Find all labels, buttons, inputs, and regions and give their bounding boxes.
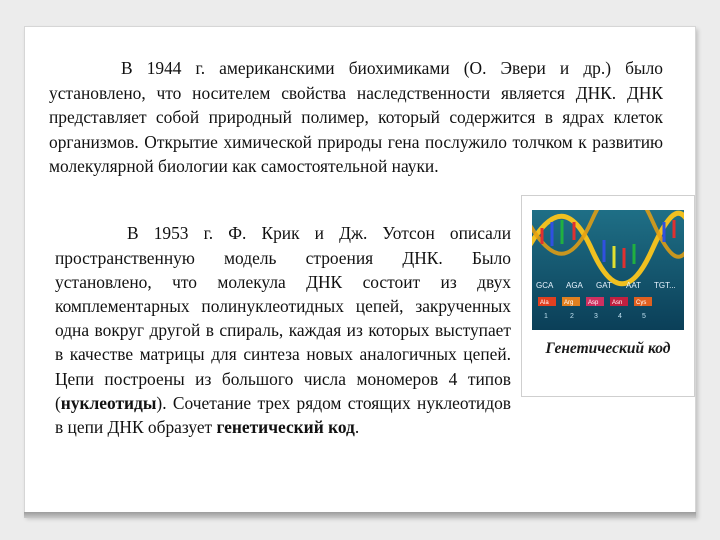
codon-4: AAT [626, 281, 641, 290]
amino-acid-2: Arg [564, 300, 574, 306]
term-genetic-code: генетический код [216, 417, 355, 438]
bottom-bar [24, 512, 696, 518]
paragraph2-text-3: . [354, 417, 360, 438]
paragraph2-text-2: ). Сочетание трех рядом стоящих нуклеотидов в цепи ДНК образует [55, 392, 511, 438]
content-card [24, 26, 696, 516]
number-2: 2 [570, 313, 574, 320]
term-nucleotides: нуклеотиды [60, 392, 157, 413]
amino-acid-4: Asn [612, 300, 623, 306]
paragraph2-text-1: В 1953 г. Ф. Крик и Дж. Уотсон описали пространственную модель строения ДНК. Было установлено, что молекула ДНК состоит из двух комплементарных полинуклеотидных цепей, закрученных одна вокруг другой в спираль, каждая из которых выступает в качестве матрицы для синтеза новых аналогичных цепей. Цепи построены из большого числа мономеров 4 типов ( [55, 223, 511, 413]
dna-helix-image [532, 210, 684, 330]
number-3: 3 [594, 313, 598, 320]
amino-acid-1: Ala [540, 300, 549, 306]
codon-1: GCA [536, 281, 554, 290]
paragraph-avery: В 1944 г. американскими биохимиками (О. Эвери и др.) было установлено, что носителем свойства наследственности является ДНК. ДНК представляет собой природный полимер, который содержится в ядрах клеток организмов. Открытие химической природы гена послужило толчком к развитию молекулярной биологии как самостоятельной науки. [49, 58, 663, 177]
number-4: 4 [618, 313, 622, 320]
codon-5: TGT... [654, 281, 676, 290]
amino-acid-3: Asp [588, 300, 599, 306]
amino-acid-5: Cys [636, 300, 647, 306]
paragraph-crick-watson [55, 221, 511, 439]
number-5: 5 [642, 313, 646, 320]
codon-2: AGA [566, 281, 583, 290]
genetic-code-figure [521, 195, 695, 397]
figure-caption: Генетический код [545, 340, 671, 357]
number-1: 1 [544, 313, 548, 320]
codon-3: GAT [596, 281, 612, 290]
